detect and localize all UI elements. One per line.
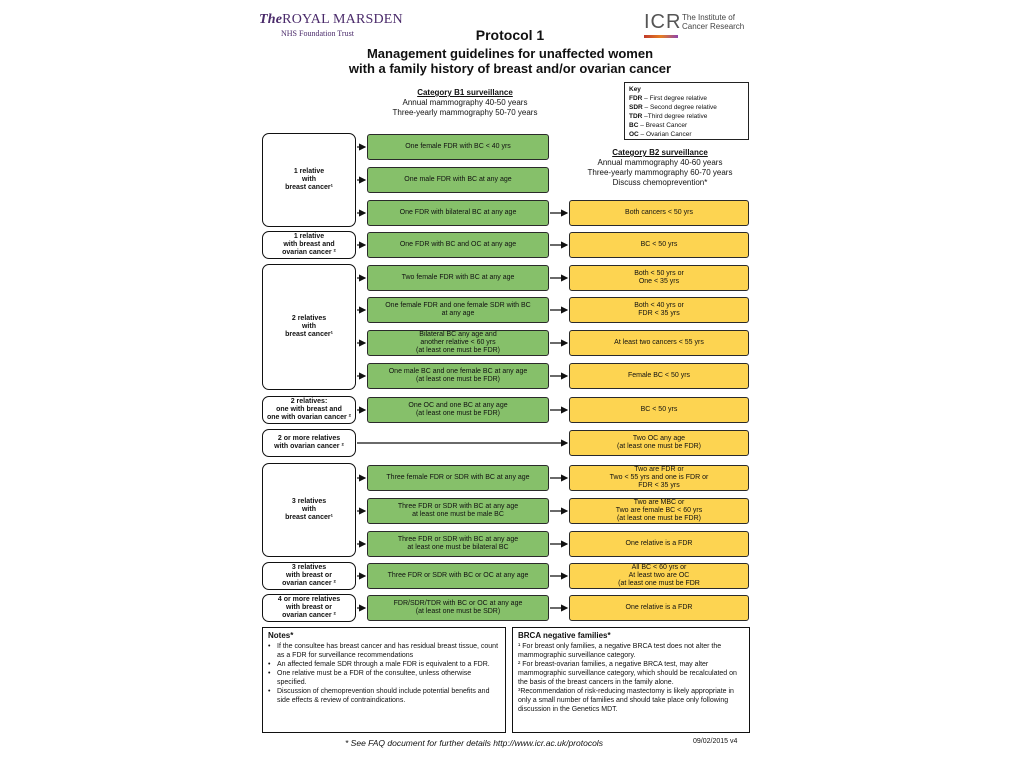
group-label-line: ovarian cancer ² bbox=[282, 249, 336, 256]
b2-threshold-box bbox=[569, 265, 749, 291]
group-label-line: with bbox=[301, 323, 316, 330]
criteria-box bbox=[367, 498, 549, 524]
b2-threshold-box-text: One relative is a FDR bbox=[625, 604, 693, 611]
relatives-group-6 bbox=[262, 463, 356, 557]
category-b2-line-3: Discuss chemoprevention* bbox=[612, 178, 708, 187]
group-label-line: 1 relative bbox=[293, 168, 325, 175]
b2-threshold-box-text: FDR < 35 yrs bbox=[638, 310, 680, 317]
b2-threshold-box-text: Two are MBC or bbox=[633, 499, 685, 506]
b2-threshold-box bbox=[569, 498, 749, 524]
criteria-box-text: at any age bbox=[441, 310, 475, 317]
note-item: • If the consultee has breast cancer and has residual breast tissue, count as a FDR for surveillance recommendations bbox=[268, 642, 500, 660]
group-label-line: ovarian cancer ² bbox=[282, 580, 336, 587]
key-abbr: BC bbox=[629, 122, 639, 129]
group-label-line: with bbox=[301, 176, 316, 183]
logo-the: The bbox=[259, 12, 283, 27]
b2-threshold-box bbox=[569, 531, 749, 557]
b2-threshold-box-text: Both < 50 yrs or bbox=[634, 270, 684, 277]
criteria-box bbox=[367, 531, 549, 557]
b2-threshold-box-text: One relative is a FDR bbox=[625, 540, 693, 547]
criteria-box bbox=[367, 265, 549, 291]
icr-name-2: Cancer Research bbox=[682, 22, 745, 31]
criteria-box-text: at least one must be male BC bbox=[412, 511, 504, 518]
key-text: – First degree relative bbox=[642, 95, 708, 102]
criteria-box bbox=[367, 563, 549, 589]
criteria-box-text: FDR/SDR/TDR with BC or OC at any age bbox=[393, 600, 523, 607]
logo-sub: NHS Foundation Trust bbox=[281, 29, 354, 38]
key-text: –Third degree relative bbox=[642, 113, 708, 120]
group-label-line: with bbox=[301, 506, 316, 513]
b2-threshold-box-text: (at least one must be FDR) bbox=[616, 443, 702, 450]
criteria-box bbox=[367, 363, 549, 389]
criteria-box bbox=[367, 330, 549, 356]
b2-threshold-box-text: Two are FDR or bbox=[634, 466, 684, 473]
group-label-line: one with ovarian cancer ² bbox=[266, 414, 352, 421]
b2-threshold-box-text: Female BC < 50 yrs bbox=[627, 372, 691, 379]
b2-threshold-box-text: FDR < 35 yrs bbox=[638, 482, 680, 489]
criteria-box-text: another relative < 60 yrs bbox=[420, 339, 496, 346]
logo-name: ROYAL MARSDEN bbox=[282, 12, 403, 27]
criteria-box-text: Three female FDR or SDR with BC at any age bbox=[386, 474, 530, 481]
category-b2-line-1: Annual mammography 40-60 years bbox=[597, 158, 723, 167]
b2-threshold-box bbox=[569, 297, 749, 323]
criteria-box-text: (at least one must be SDR) bbox=[415, 608, 501, 615]
group-label-line: breast cancer¹ bbox=[285, 514, 333, 521]
criteria-box-text: Three FDR or SDR with BC or OC at any age bbox=[387, 572, 529, 579]
b2-threshold-box-text: At least two cancers < 55 yrs bbox=[614, 339, 704, 346]
b2-threshold-box bbox=[569, 563, 749, 589]
criteria-box bbox=[367, 134, 549, 160]
relatives-group-3 bbox=[262, 264, 356, 390]
b2-threshold-box-text: Both cancers < 50 yrs bbox=[625, 209, 693, 216]
notes-heading: Notes* bbox=[268, 631, 294, 640]
group-label-line: 3 relatives bbox=[291, 498, 327, 505]
b2-threshold-box-text: (at least one must be FDR bbox=[618, 580, 700, 587]
b2-threshold-box-text: (at least one must be FDR) bbox=[616, 515, 701, 522]
group-label-line: 2 relatives: bbox=[290, 398, 328, 405]
group-label-line: 3 relatives bbox=[291, 564, 327, 571]
key-abbr: SDR bbox=[629, 104, 643, 111]
criteria-box-text: (at least one must be FDR) bbox=[415, 347, 501, 354]
b2-threshold-box-text: At least two are OC bbox=[628, 572, 690, 579]
group-label-line: ovarian cancer ² bbox=[282, 612, 336, 619]
relatives-group-4 bbox=[262, 396, 356, 424]
b2-threshold-box bbox=[569, 397, 749, 423]
group-label-line: 2 relatives bbox=[291, 315, 327, 322]
subtitle-line-1: Management guidelines for unaffected women bbox=[366, 46, 654, 61]
criteria-box-text: One OC and one BC at any age bbox=[408, 402, 508, 409]
criteria-box bbox=[367, 465, 549, 491]
faq-footnote: * See FAQ document for further details http://www.icr.ac.uk/protocols bbox=[345, 738, 603, 748]
criteria-box bbox=[367, 297, 549, 323]
criteria-box bbox=[367, 232, 549, 258]
b2-threshold-box bbox=[569, 363, 749, 389]
b2-threshold-box bbox=[569, 200, 749, 226]
criteria-box-text: (at least one must be FDR) bbox=[415, 376, 501, 383]
key-text: – Second degree relative bbox=[642, 104, 717, 111]
criteria-box-text: Three FDR or SDR with BC at any age bbox=[397, 503, 519, 510]
criteria-box-text: Two female FDR with BC at any age bbox=[401, 274, 515, 281]
brca-note-1: ¹ For breast only families, a negative BRCA test does not alter the mammographic surveillance category. bbox=[518, 643, 722, 659]
criteria-box-text: One female FDR with BC < 40 yrs bbox=[405, 143, 511, 150]
icr-letters: ICR bbox=[644, 11, 682, 33]
criteria-box-text: Bilateral BC any age and bbox=[419, 331, 497, 338]
brca-note-2: ² For breast-ovarian families, a negative BRCA test, may alter mammographic surveillance category, which should be recalculated on the basis of the breast cancers in the family alone. bbox=[518, 661, 737, 686]
criteria-box-text: One male FDR with BC at any age bbox=[404, 176, 512, 183]
b2-threshold-box-text: Two < 55 yrs and one is FDR or bbox=[609, 474, 709, 481]
version-date: 09/02/2015 v4 bbox=[693, 738, 738, 745]
b2-threshold-box bbox=[569, 465, 749, 491]
notes-panel bbox=[262, 627, 506, 733]
b2-threshold-box-text: All BC < 60 yrs or bbox=[631, 564, 687, 571]
criteria-box-text: One female FDR and one female SDR with BC bbox=[385, 302, 531, 309]
criteria-box bbox=[367, 167, 549, 193]
group-label-line: with breast or bbox=[286, 572, 332, 579]
group-label-line: 2 or more relatives bbox=[277, 435, 341, 442]
relatives-group-8 bbox=[262, 594, 356, 622]
note-item: • An affected female SDR through a male FDR is equivalent to a FDR. bbox=[268, 660, 500, 669]
criteria-box-text: One FDR with bilateral BC at any age bbox=[399, 209, 517, 216]
category-b1-heading: Category B1 surveillance bbox=[417, 88, 513, 97]
group-label-line: one with breast and bbox=[276, 406, 342, 413]
note-item: • Discussion of chemoprevention should include potential benefits and side effects & review of contraindications. bbox=[268, 687, 500, 705]
key-abbr: FDR bbox=[629, 95, 643, 102]
b2-threshold-box-text: BC < 50 yrs bbox=[640, 406, 678, 413]
relatives-group-7 bbox=[262, 562, 356, 590]
key-title: Key bbox=[629, 86, 641, 93]
brca-note-3: ³Recommendation of risk-reducing mastectomy is likely appropriate in only a small number of families and should take place only following discussion in the Genetics MDT. bbox=[518, 688, 734, 713]
group-label-line: 1 relative bbox=[293, 233, 325, 240]
category-b1-line-2: Three-yearly mammography 50-70 years bbox=[392, 108, 538, 117]
key-abbr: OC bbox=[629, 131, 639, 138]
key-text: – Ovarian Cancer bbox=[638, 131, 692, 138]
b2-threshold-box-text: Both < 40 yrs or bbox=[634, 302, 684, 309]
criteria-box bbox=[367, 595, 549, 621]
b2-threshold-box bbox=[569, 430, 749, 456]
b2-threshold-box-text: One < 35 yrs bbox=[638, 278, 680, 285]
group-label-line: breast cancer¹ bbox=[285, 184, 333, 191]
category-b1-line-1: Annual mammography 40-50 years bbox=[402, 98, 528, 107]
group-label-line: 4 or more relatives bbox=[277, 596, 341, 603]
group-label-line: with breast or bbox=[286, 604, 332, 611]
group-label-line: with breast and bbox=[283, 241, 335, 248]
criteria-box-text: One male BC and one female BC at any age bbox=[388, 368, 528, 375]
criteria-box-text: One FDR with BC and OC at any age bbox=[399, 241, 517, 248]
key-text: – Breast Cancer bbox=[638, 122, 688, 129]
criteria-box bbox=[367, 397, 549, 423]
icr-name-1: The Institute of bbox=[682, 13, 735, 22]
brca-heading: BRCA negative families* bbox=[518, 631, 611, 640]
criteria-box-text: at least one must be bilateral BC bbox=[407, 544, 509, 551]
criteria-box-text: (at least one must be FDR) bbox=[415, 410, 500, 417]
criteria-box bbox=[367, 200, 549, 226]
relatives-group-2 bbox=[262, 231, 356, 259]
b2-threshold-box-text: BC < 50 yrs bbox=[640, 241, 678, 248]
relatives-group-1 bbox=[262, 133, 356, 227]
subtitle-line-2: with a family history of breast and/or ovarian cancer bbox=[348, 61, 672, 76]
b2-threshold-box bbox=[569, 330, 749, 356]
group-label-line: with ovarian cancer ² bbox=[274, 443, 344, 450]
note-item: • One relative must be a FDR of the consultee, unless otherwise specified. bbox=[268, 669, 500, 687]
category-b2-heading: Category B2 surveillance bbox=[612, 148, 708, 157]
brca-panel bbox=[512, 627, 750, 733]
relatives-group-5 bbox=[262, 429, 356, 457]
group-label-line: breast cancer¹ bbox=[285, 331, 333, 338]
category-b2-line-2: Three-yearly mammography 60-70 years bbox=[587, 168, 733, 177]
page-title: Protocol 1 bbox=[475, 27, 545, 43]
criteria-box-text: Three FDR or SDR with BC at any age bbox=[397, 536, 519, 543]
b2-threshold-box bbox=[569, 232, 749, 258]
b2-threshold-box bbox=[569, 595, 749, 621]
b2-threshold-box-text: Two are female BC < 60 yrs bbox=[615, 507, 703, 514]
key-abbr: TDR bbox=[629, 113, 643, 120]
b2-threshold-box-text: Two OC any age bbox=[632, 435, 686, 442]
